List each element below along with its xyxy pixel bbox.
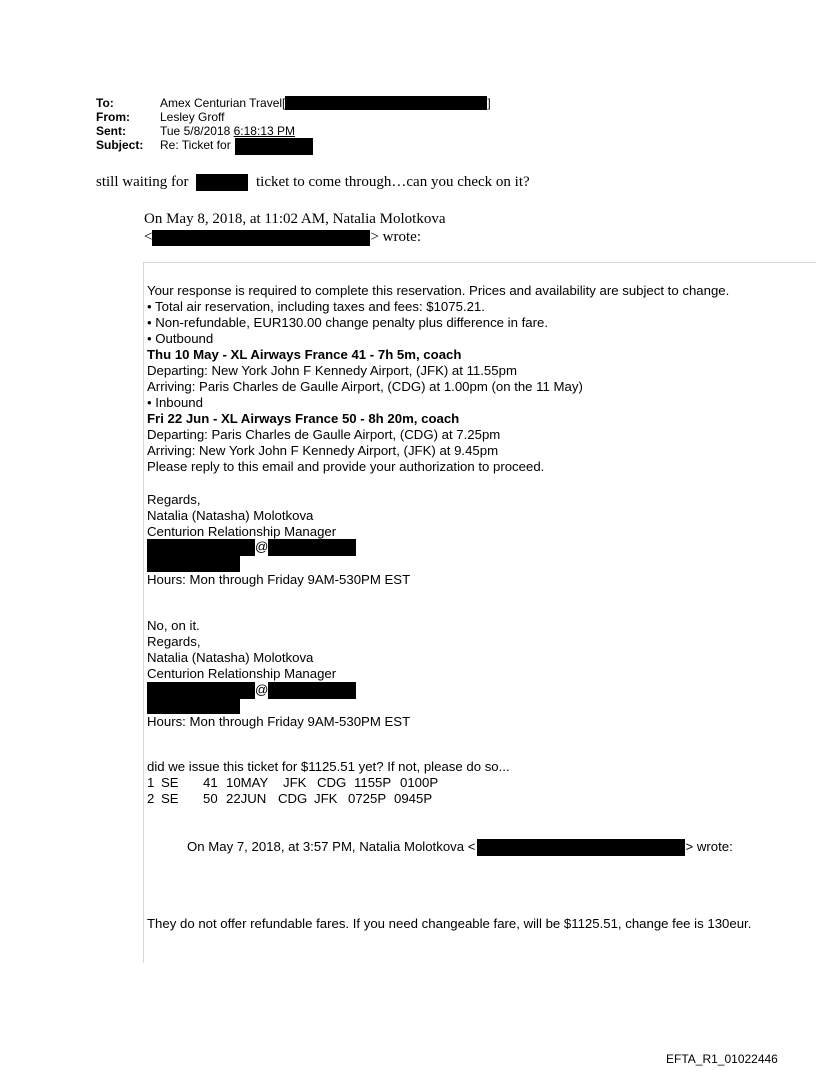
segment-date: 22JUN — [226, 791, 267, 806]
from-row — [96, 110, 491, 124]
reply-before: still waiting for — [96, 174, 189, 190]
pnr-segment-row — [147, 791, 510, 807]
outbound-flight-heading: Thu 10 May - XL Airways France 41 - 7h 5m, coach — [147, 347, 462, 362]
segment-carrier: SE — [161, 775, 179, 790]
to-row — [96, 96, 491, 110]
segment-carrier: SE — [161, 791, 179, 806]
segment-dep: 0725P — [348, 791, 387, 806]
sent-time: 6:18:13 PM — [233, 124, 295, 138]
segment-flight: 50 — [203, 791, 218, 806]
redaction-box — [147, 682, 255, 699]
reply-message — [96, 174, 530, 191]
body-line: • Total air reservation, including taxes and fees: $1075.21. — [147, 299, 485, 314]
segment-to: JFK — [314, 791, 338, 806]
body-line: They do not offer refundable fares. If you need changeable fare, will be $1125.51, change fee is 130eur. — [147, 916, 752, 931]
body-line: Arriving: Paris Charles de Gaulle Airport, (CDG) at 1.00pm (on the 11 May) — [147, 379, 583, 394]
signature-title: Centurion Relationship Manager — [147, 524, 337, 539]
quote-wrote: > wrote: — [370, 229, 421, 245]
signature-block — [147, 492, 336, 540]
quote-attribution: On May 7, 2018, at 3:57 PM, Natalia Molotkova < — [187, 839, 476, 854]
signature-regards: Regards, — [147, 492, 201, 507]
quote-wrote: > wrote: — [685, 839, 733, 854]
redaction-box — [147, 539, 255, 556]
quote-header — [144, 210, 446, 246]
signature-at: @ — [255, 682, 269, 697]
quote-open: < — [144, 229, 153, 245]
redaction-box — [268, 539, 356, 556]
to-value: Amex Centurian Travel[ — [160, 96, 286, 110]
segment-to: CDG — [317, 775, 347, 790]
body-line: • Inbound — [147, 395, 203, 410]
redaction-box — [477, 839, 685, 856]
from-label: From: — [96, 110, 130, 124]
redaction-box — [147, 556, 240, 572]
reply-after: ticket to come through…can you check on it? — [256, 174, 530, 190]
body-line: Departing: New York John F Kennedy Airport, (JFK) at 11.55pm — [147, 363, 517, 378]
quoted-email-body — [147, 283, 729, 475]
signature-hours: Hours: Mon through Friday 9AM-530PM EST — [147, 714, 411, 729]
sent-label: Sent: — [96, 124, 126, 138]
to-label: To: — [96, 96, 114, 110]
body-line: Arriving: New York John F Kennedy Airport, (JFK) at 9.45pm — [147, 443, 499, 458]
body-line: • Outbound — [147, 331, 214, 346]
signature-name: Natalia (Natasha) Molotkova — [147, 508, 314, 523]
quoted-email-body — [147, 759, 510, 807]
body-line: did we issue this ticket for $1125.51 yet? If not, please do so... — [147, 759, 510, 774]
segment-arr: 0100P — [400, 775, 439, 790]
redaction-box — [235, 138, 313, 155]
signature-hours: Hours: Mon through Friday 9AM-530PM EST — [147, 572, 411, 587]
segment-num: 1 — [147, 775, 155, 790]
pnr-segment-row — [147, 775, 510, 791]
inbound-flight-heading: Fri 22 Jun - XL Airways France 50 - 8h 20m, coach — [147, 411, 460, 426]
subject-label: Subject: — [96, 138, 144, 152]
segment-arr: 0945P — [394, 791, 433, 806]
segment-num: 2 — [147, 791, 155, 806]
signature-regards: Regards, — [147, 634, 201, 649]
body-line: Your response is required to complete this reservation. Prices and availability are subject to change. — [147, 283, 730, 298]
segment-flight: 41 — [203, 775, 218, 790]
redaction-box — [268, 682, 356, 699]
body-line: • Non-refundable, EUR130.00 change penalty plus difference in fare. — [147, 315, 548, 330]
subject-value: Re: Ticket for — [160, 138, 231, 152]
signature-email-line — [147, 682, 356, 699]
redaction-box — [152, 230, 370, 246]
email-header — [96, 96, 491, 152]
body-line: Departing: Paris Charles de Gaulle Airport, (CDG) at 7.25pm — [147, 427, 501, 442]
signature-name: Natalia (Natasha) Molotkova — [147, 650, 314, 665]
signature-title: Centurion Relationship Manager — [147, 666, 337, 681]
redaction-box — [196, 174, 248, 191]
segment-from: JFK — [283, 775, 307, 790]
document-id: EFTA_R1_01022446 — [666, 1052, 778, 1066]
redaction-box — [147, 699, 240, 714]
body-line: Please reply to this email and provide your authorization to proceed. — [147, 459, 545, 474]
quoted-email-body — [147, 618, 336, 682]
redaction-box — [285, 96, 487, 110]
quote-attribution: On May 8, 2018, at 11:02 AM, Natalia Molotkova — [144, 211, 446, 227]
sent-date: Tue 5/8/2018 — [160, 124, 234, 138]
signature-email-line — [147, 539, 356, 556]
subject-row — [96, 138, 491, 152]
to-close: ] — [487, 96, 491, 110]
segment-from: CDG — [278, 791, 308, 806]
segment-dep: 1155P — [354, 775, 392, 790]
sent-row — [96, 124, 491, 138]
body-line: No, on it. — [147, 618, 200, 633]
from-value: Lesley Groff — [160, 110, 225, 124]
quote-email-line — [144, 228, 446, 246]
segment-date: 10MAY — [226, 775, 269, 790]
quote-header — [187, 839, 733, 856]
signature-at: @ — [255, 539, 269, 554]
